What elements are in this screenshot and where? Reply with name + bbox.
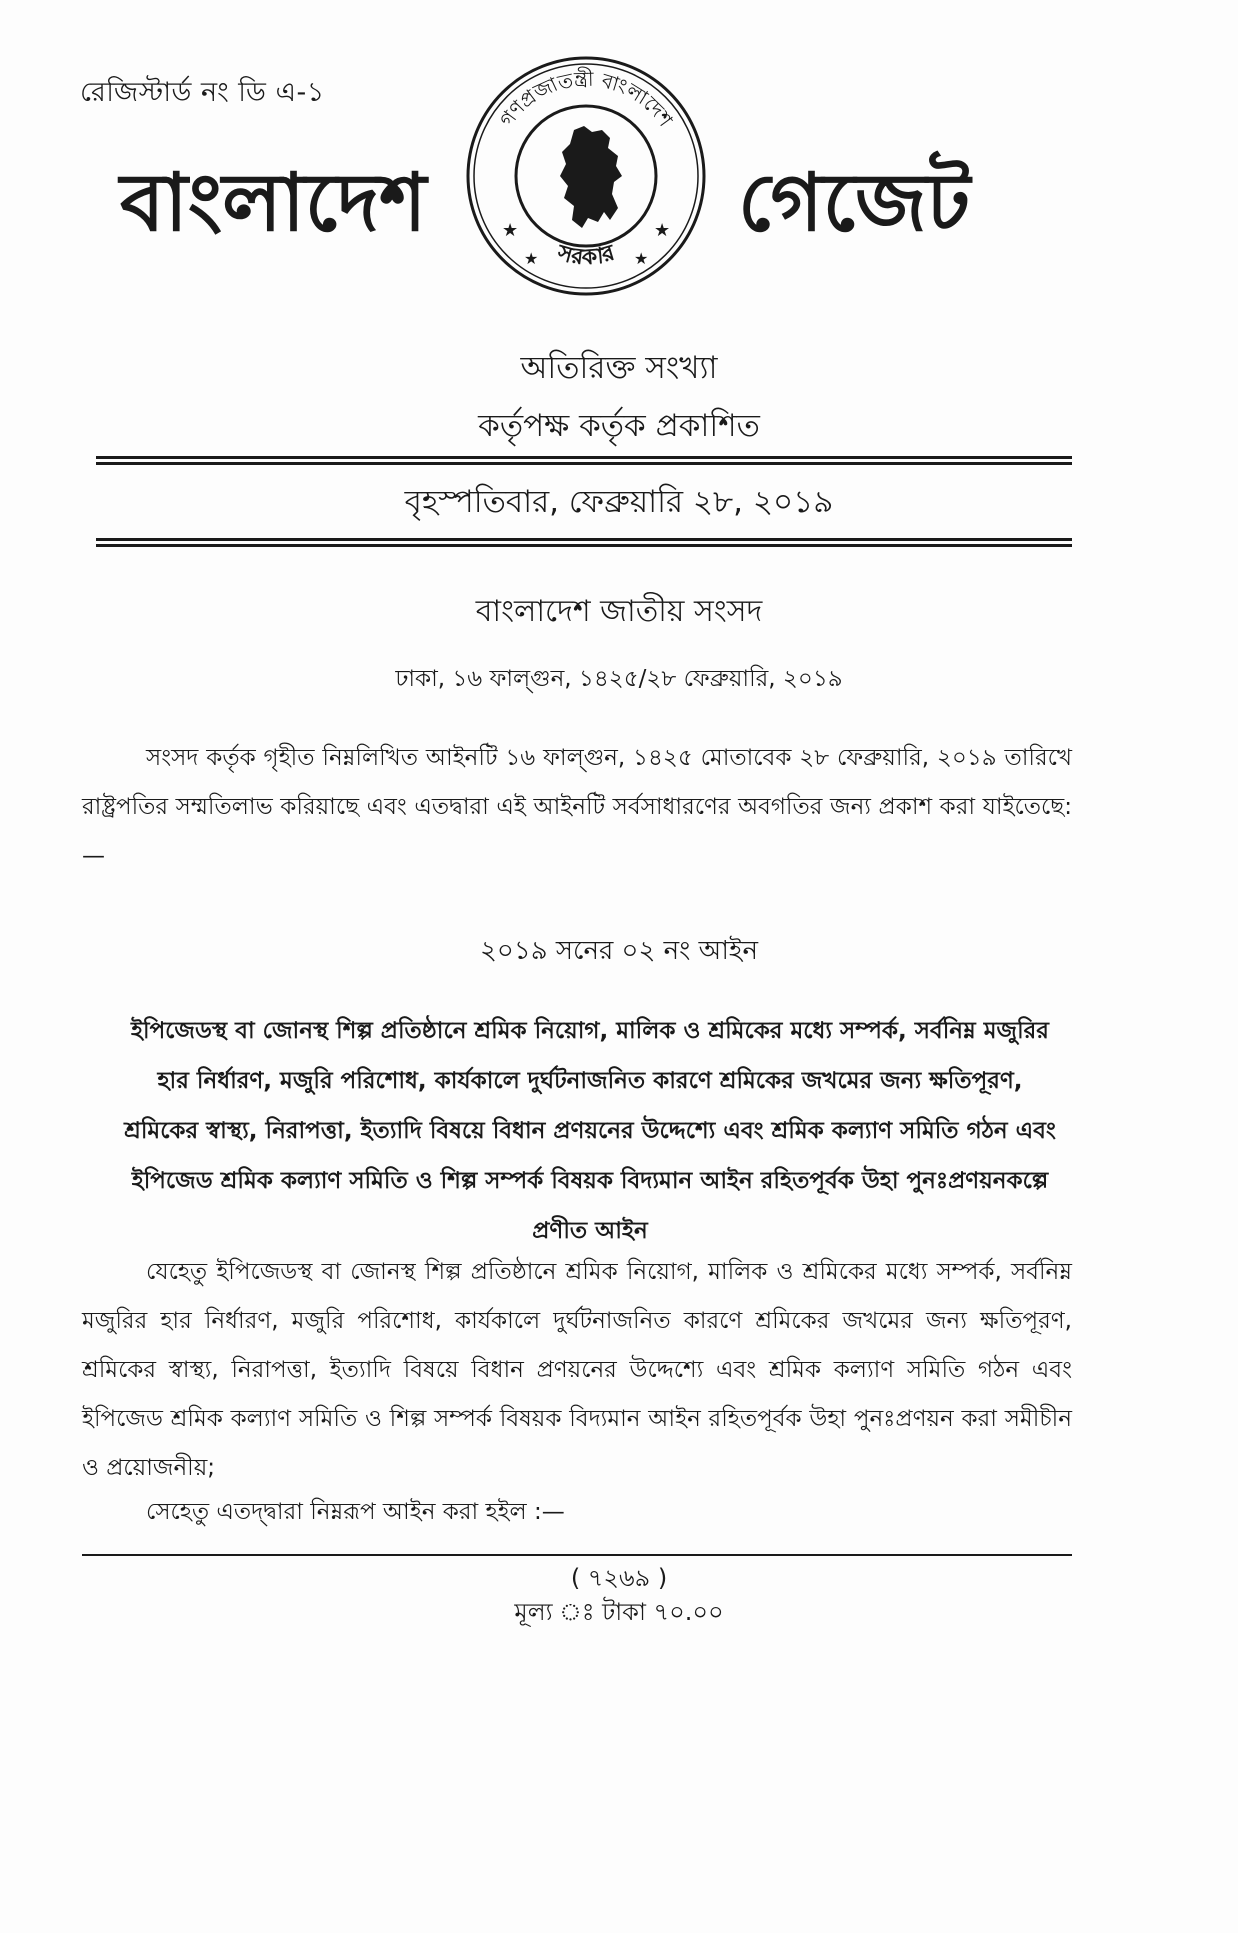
act-title: ইপিজেডস্থ বা জোনস্থ শিল্প প্রতিষ্ঠানে শ্রমিক নিয়োগ, মালিক ও শ্রমিকের মধ্যে সম্পর্ক, সর্বনিম্ন মজুরির হার নির্ধারণ, মজুরি পরিশোধ, কার্যকালে দুর্ঘটনাজনিত কারণে শ্রমিকের জখমের জন্য ক্ষতিপূরণ, শ্রমিকের স্বাস্থ্য, নিরাপত্তা, ইত্যাদি বিষয়ে বিধান প্রণয়নের উদ্দেশ্যে এবং শ্রমিক কল্যাণ সমিতি গঠন এবং ইপিজেড শ্রমিক কল্যাণ সমিতি ও শিল্প সম্পর্ক বিষয়ক বিদ্যমান আইন রহিতপূর্বক উহা পুনঃপ্রণয়নকল্পে প্রণীত আইন xyxy=(124,1018,1056,1244)
registration-number: রেজিস্টার্ড নং ডি এ-১ xyxy=(80,77,325,108)
enactment-clause: সেহেতু এতদ্দ্বারা নিম্নরূপ আইন করা হইল :— xyxy=(146,1499,565,1525)
seal-bottom-text: সরকার xyxy=(554,240,618,271)
published-by-label: কর্তৃপক্ষ কর্তৃক প্রকাশিত xyxy=(478,408,760,444)
dhaka-date-line: ঢাকা, ১৬ ফাল্গুন, ১৪২৫/২৮ ফেব্রুয়ারি, ২০১৯ xyxy=(395,666,843,692)
masthead-title-left: বাংলাদেশ xyxy=(120,155,427,249)
extra-issue-label: অতিরিক্ত সংখ্যা xyxy=(520,350,718,386)
intro-paragraph: সংসদ কর্তৃক গৃহীত নিম্নলিখিত আইনটি ১৬ ফাল্গুন, ১৪২৫ মোতাবেক ২৮ ফেব্রুয়ারি, ২০১৯ তারিখে রাষ্ট্রপতির সম্মতিলাভ করিয়াছে এবং এতদ্বারা এই আইনটি সর্বসাধারণের অবগতির জন্য প্রকাশ করা যাইতেছে:— xyxy=(82,745,1072,869)
seal-star-icon: ★ xyxy=(502,220,519,241)
seal-star-icon: ★ xyxy=(654,220,671,241)
act-number: ২০১৯ সনের ০২ নং আইন xyxy=(480,936,758,966)
seal-star-icon: ★ xyxy=(524,249,539,268)
parliament-heading: বাংলাদেশ জাতীয় সংসদ xyxy=(475,594,763,629)
footer-divider xyxy=(82,1554,1072,1556)
page-number: ( ৭২৬৯ ) xyxy=(570,1564,668,1592)
masthead-title-right: গেজেট xyxy=(738,155,971,249)
publication-date: বৃহস্পতিবার, ফেব্রুয়ারি ২৮, ২০১৯ xyxy=(404,484,834,520)
price-label: মূল্য ঃ টাকা ৭০.০০ xyxy=(514,1598,724,1626)
map-shape-icon xyxy=(560,126,622,228)
government-seal-icon xyxy=(462,52,710,300)
header-divider-top xyxy=(96,456,1072,465)
preamble-paragraph: যেহেতু ইপিজেডস্থ বা জোনস্থ শিল্প প্রতিষ্ঠানে শ্রমিক নিয়োগ, মালিক ও শ্রমিকের মধ্যে সম্পর্ক, সর্বনিম্ন মজুরির হার নির্ধারণ, মজুরি পরিশোধ, কার্যকালে দুর্ঘটনাজনিত কারণে শ্রমিকের জখমের জন্য ক্ষতিপূরণ, শ্রমিকের স্বাস্থ্য, নিরাপত্তা, ইত্যাদি বিষয়ে বিধান প্রণয়নের উদ্দেশ্যে এবং শ্রমিক কল্যাণ সমিতি গঠন এবং ইপিজেড শ্রমিক কল্যাণ সমিতি ও শিল্প সম্পর্ক বিষয়ক বিদ্যমান আইন রহিতপূর্বক উহা পুনঃপ্রণয়ন করা সমীচীন ও প্রয়োজনীয়; xyxy=(82,1259,1072,1481)
header-divider-bottom xyxy=(96,538,1072,547)
seal-top-text: গণপ্রজাতন্ত্রী বাংলাদেশ xyxy=(494,66,678,131)
seal-star-icon: ★ xyxy=(634,249,649,268)
